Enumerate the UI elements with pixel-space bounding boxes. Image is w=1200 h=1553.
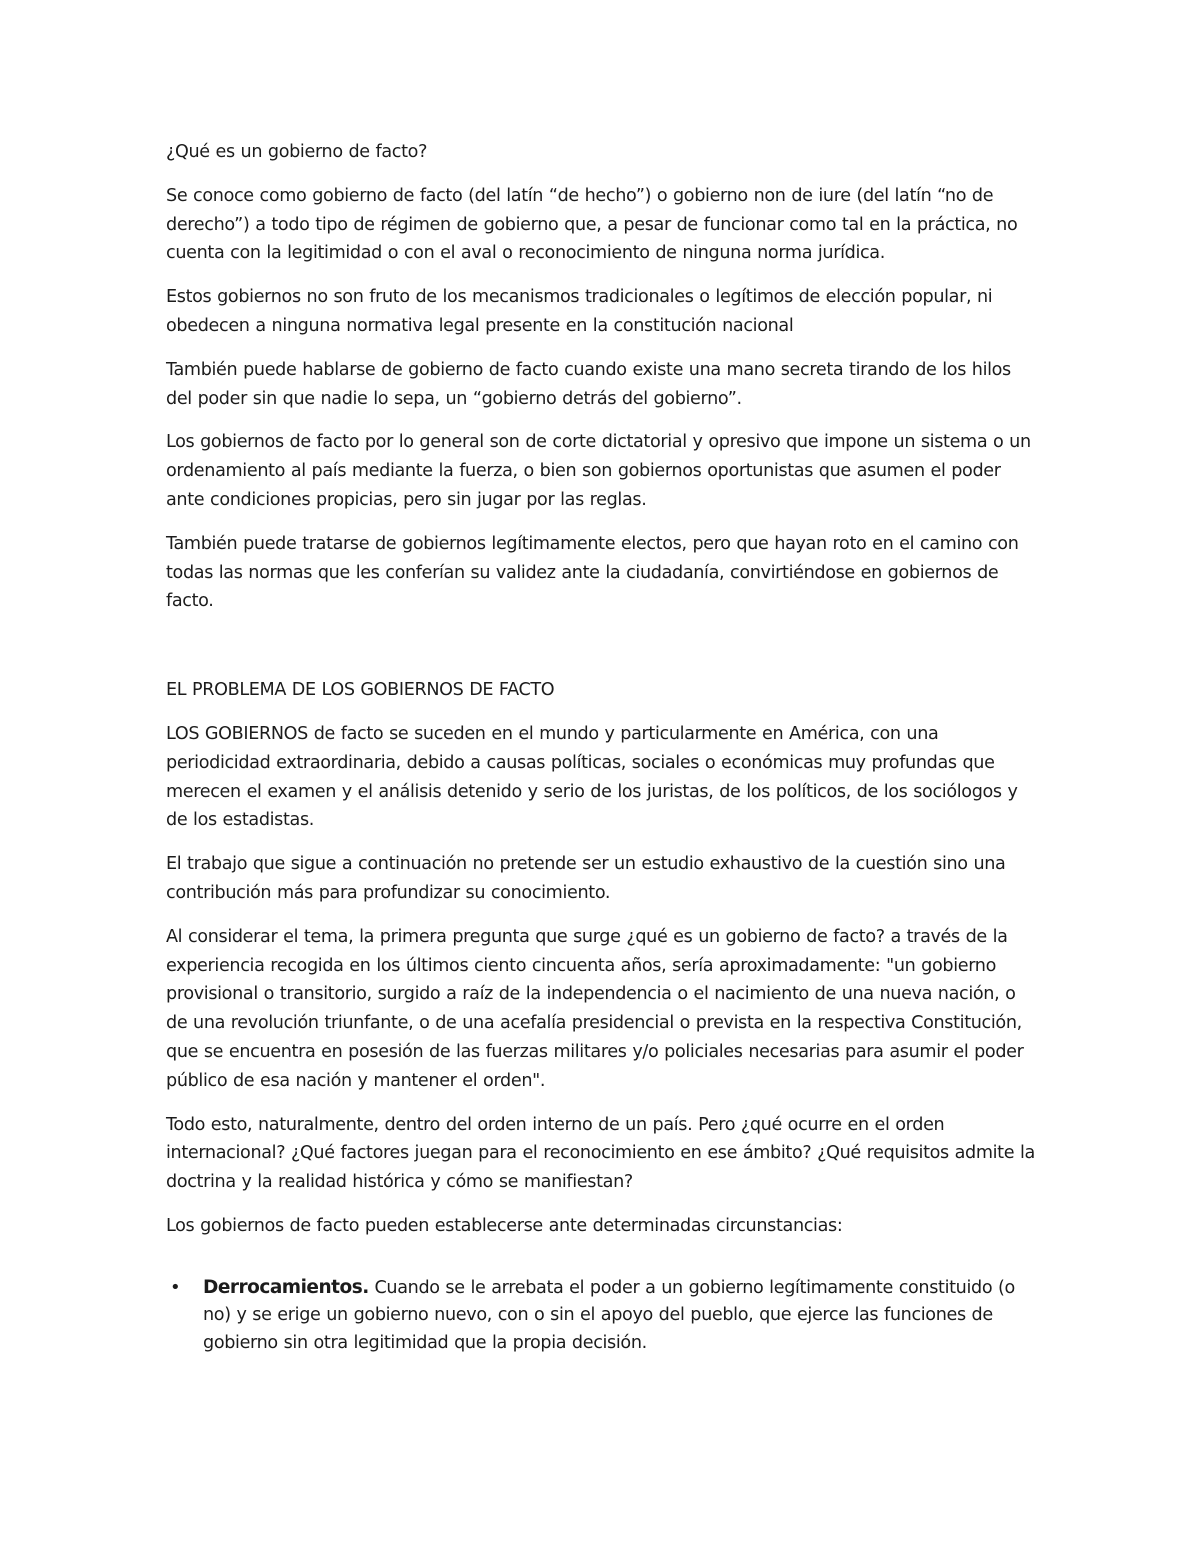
doc-paragraph: Todo esto, naturalmente, dentro del orden interno de un país. Pero ¿qué ocurre en el orden internacional? ¿Qué factores juegan para el reconocimiento en ese ámbito? ¿Qué requisitos admite la doctrina y la realidad histórica y cómo se manifiestan? — [166, 1114, 1035, 1193]
doc-paragraph: Los gobiernos de facto por lo general son de corte dictatorial y opresivo que impone un sistema o un ordenamiento al país mediante la fuerza, o bien son gobiernos oportunistas que asumen el poder ante condiciones propicias, pero sin jugar por las reglas. — [166, 432, 1031, 510]
bullet-item — [166, 1274, 1038, 1358]
doc-paragraph: Se conoce como gobierno de facto (del latín “de hecho”) o gobierno non de iure (del latín “no de derecho”) a todo tipo de régimen de gobierno que, a pesar de funcionar como tal en la práctica, no cuenta con la legitimidad o con el aval o reconocimiento de ninguna norma jurídica. — [166, 185, 1018, 264]
bullet-term: Derrocamientos. — [203, 1276, 369, 1298]
bullet-marker: • — [170, 1276, 181, 1298]
doc-paragraph: También puede hablarse de gobierno de facto cuando existe una mano secreta tirando de los hilos del poder sin que nadie lo sepa, un “gobierno detrás del gobierno”. — [166, 359, 1011, 409]
doc-paragraph: Los gobiernos de facto pueden establecerse ante determinadas circunstancias: — [166, 1215, 843, 1236]
document-page — [166, 138, 1038, 1357]
doc-paragraph: LOS GOBIERNOS de facto se suceden en el mundo y particularmente en América, con una periodicidad extraordinaria, debido a causas políticas, sociales o económicas muy profundas que merecen el examen y el análisis detenido y serio de los juristas, de los políticos, de los sociólogos y de los estadistas. — [166, 723, 1018, 831]
doc-paragraph: También puede tratarse de gobiernos legítimamente electos, pero que hayan roto en el camino con todas las normas que les conferían su validez ante la ciudadanía, convirtiéndose en gobiernos de facto. — [166, 533, 1019, 612]
bullet-list — [166, 1274, 1038, 1358]
doc-paragraph: El trabajo que sigue a continuación no pretende ser un estudio exhaustivo de la cuestión sino una contribución más para profundizar su conocimiento. — [166, 854, 1006, 903]
doc-paragraph: Estos gobiernos no son fruto de los mecanismos tradicionales o legítimos de elección popular, ni obedecen a ninguna normativa legal presente en la constitución nacional — [166, 287, 993, 336]
doc-question-heading: ¿Qué es un gobierno de facto? — [166, 142, 428, 162]
doc-paragraph: Al considerar el tema, la primera pregunta que surge ¿qué es un gobierno de facto? a través de la experiencia recogida en los últimos ciento cincuenta años, sería aproximadamente: "un gobierno provisional o transitorio, surgido a raíz de la independencia o el nacimiento de una nueva nación, o de una revolución triunfante, o de una acefalía presidencial o prevista en la respectiva Constitución, que se encuentra en posesión de las fuerzas militares y/o policiales necesarias para asumir el poder público de esa nación y mantener el orden". — [166, 926, 1024, 1091]
section-title: EL PROBLEMA DE LOS GOBIERNOS DE FACTO — [166, 680, 555, 701]
bullet-text: Cuando se le arrebata el poder a un gobierno legítimamente constituido (o no) y se erige un gobierno nuevo, con o sin el apoyo del pueblo, que ejerce las funciones de gobierno sin otra legitimidad que la propia decisión. — [203, 1277, 1015, 1353]
